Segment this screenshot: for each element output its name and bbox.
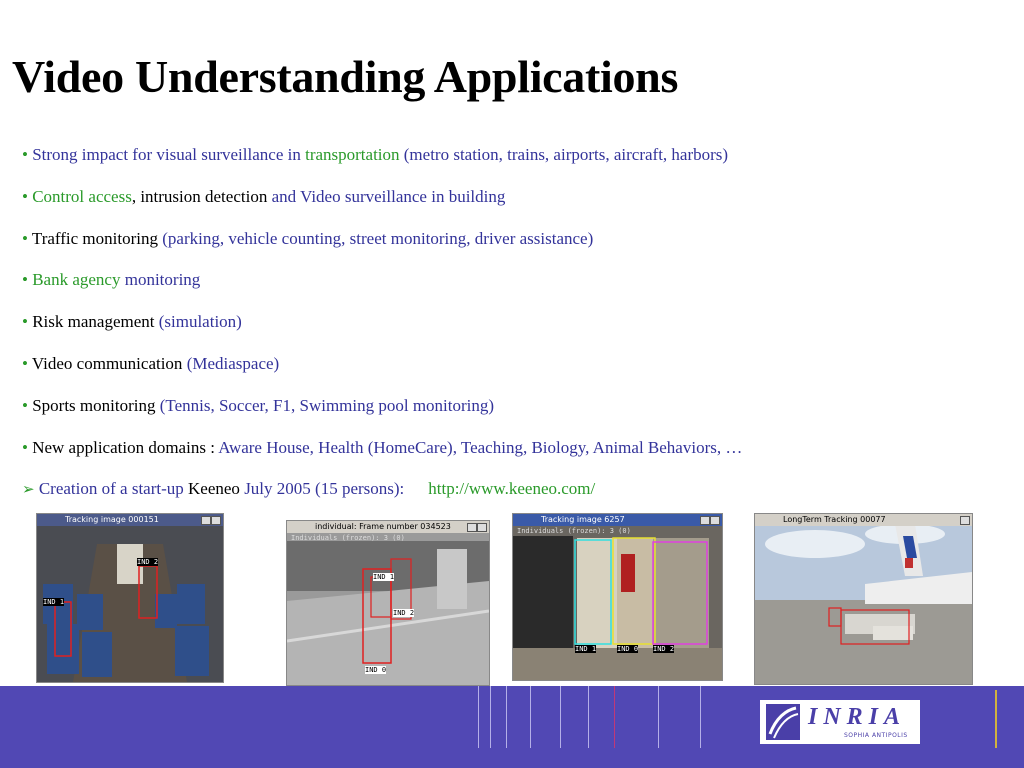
train-tracking-screenshot <box>36 513 224 683</box>
bullet-video-communication <box>22 353 1012 395</box>
bullet-dot: • <box>22 270 28 290</box>
bullet-detail: Aware House, Health (HomeCare), Teaching, Biology, Animal Behaviors, … <box>218 437 743 457</box>
bullet-bank <box>22 269 1012 311</box>
bullet-text: Strong impact for visual surveillance in <box>32 145 306 164</box>
bullet-text: Video communication <box>31 353 187 373</box>
divider <box>490 686 491 748</box>
metro-tracking-screenshot <box>286 520 490 686</box>
bullet-detail: (Mediaspace) <box>186 353 280 373</box>
bullet-highlight: Bank agency <box>32 270 121 290</box>
bullet-highlight: Control access <box>32 186 132 206</box>
bullet-dot: • <box>22 437 28 457</box>
bullet-text: New application domains : <box>32 437 219 457</box>
close-icon[interactable] <box>477 523 487 532</box>
divider <box>658 686 659 748</box>
bullet-text: , intrusion detection <box>131 186 272 206</box>
bullet-list <box>22 144 1012 520</box>
bullet-dot: • <box>22 186 28 206</box>
train-scene <box>37 514 223 682</box>
startup-date: July 2005 (15 persons): <box>244 479 405 499</box>
bullet-transportation <box>22 144 1012 186</box>
startup-text: Creation of a start-up <box>38 479 184 499</box>
divider <box>478 686 479 748</box>
track-label: IND 0 <box>365 666 387 674</box>
bullet-detail: and Video surveillance in building <box>271 186 506 206</box>
inria-logo <box>760 700 920 744</box>
airport-scene <box>755 514 972 684</box>
bullet-detail: (metro station, trains, airports, aircraft, harbors) <box>399 145 729 164</box>
window-title: Tracking image 6257 <box>513 514 722 526</box>
bullet-dot: • <box>22 312 28 332</box>
logo-swoosh-icon <box>766 704 800 740</box>
track-label: IND 2 <box>653 645 675 653</box>
bullet-dot: • <box>22 145 28 164</box>
startup-link[interactable]: http://www.keeneo.com/ <box>428 479 596 499</box>
door-scene <box>513 514 722 680</box>
metro-scene <box>287 521 489 685</box>
track-label: IND 2 <box>137 558 159 566</box>
bullet-new-domains <box>22 437 1012 479</box>
bullet-sports <box>22 395 1012 437</box>
bullet-detail: (parking, vehicle counting, street monitoring, driver assistance) <box>162 228 594 248</box>
window-title: Tracking image 000151 <box>37 514 223 526</box>
bullet-highlight: transportation <box>305 145 400 164</box>
close-icon[interactable] <box>211 516 221 525</box>
page-title: Video Understanding Applications <box>12 51 679 102</box>
bullet-traffic <box>22 228 1012 270</box>
close-icon[interactable] <box>710 516 720 525</box>
window-title: LongTerm Tracking 00077 <box>755 514 972 526</box>
divider <box>588 686 589 748</box>
minimize-icon[interactable] <box>201 516 211 525</box>
bullet-detail: monitoring <box>120 270 201 290</box>
window-caption: Individuals (frozen): 3 (0) <box>517 527 631 535</box>
minimize-icon[interactable] <box>467 523 477 532</box>
bullet-text: Risk management <box>32 312 159 332</box>
door-tracking-screenshot <box>512 513 723 681</box>
gold-divider <box>995 690 997 748</box>
airport-tracking-screenshot <box>754 513 973 685</box>
divider <box>700 686 701 748</box>
track-label: IND 1 <box>373 573 395 581</box>
logo-subtext: SOPHIA ANTIPOLIS <box>844 732 908 739</box>
arrow-bullet-icon: ➢ <box>22 480 35 499</box>
divider <box>506 686 507 748</box>
minimize-icon[interactable] <box>700 516 710 525</box>
bullet-detail: (simulation) <box>158 312 242 332</box>
divider <box>560 686 561 748</box>
bullet-text: Sports monitoring <box>32 395 160 415</box>
track-label: IND 0 <box>617 645 639 653</box>
close-icon[interactable] <box>960 516 970 525</box>
startup-company: Keeneo <box>183 479 245 499</box>
bullet-risk <box>22 311 1012 353</box>
logo-text: INRIA <box>808 704 907 730</box>
bullet-text: Traffic monitoring <box>31 228 163 248</box>
divider <box>530 686 531 748</box>
bullet-dot: • <box>22 228 28 248</box>
inria-mark-icon <box>766 704 800 740</box>
track-label: IND 1 <box>575 645 597 653</box>
track-label: IND 1 <box>43 598 65 606</box>
bullet-dot: • <box>22 353 28 373</box>
track-label: IND 2 <box>393 609 415 617</box>
window-caption: Individuals (frozen): 3 (0) <box>291 534 405 542</box>
bullet-dot: • <box>22 395 28 415</box>
window-title: individual: Frame number 034523 <box>287 521 489 533</box>
divider <box>614 686 615 748</box>
bullet-detail: (Tennis, Soccer, F1, Swimming pool monitoring) <box>159 395 495 415</box>
bullet-control-access <box>22 186 1012 228</box>
